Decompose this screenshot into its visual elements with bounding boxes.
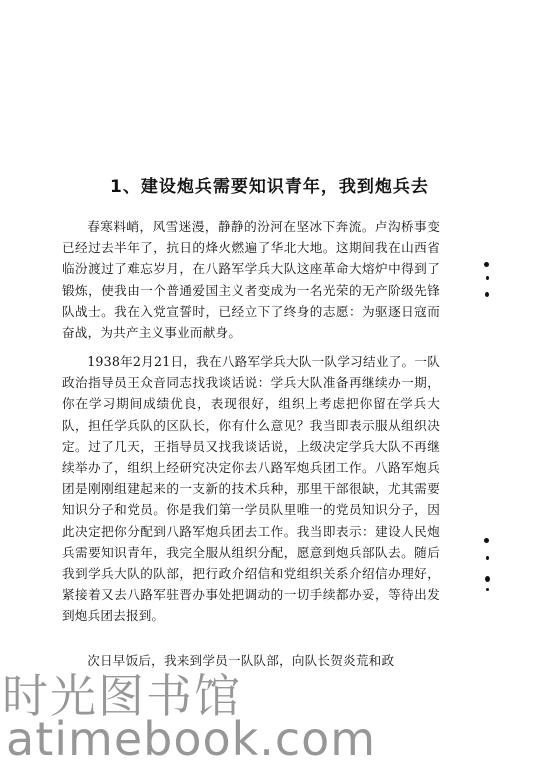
watermark-text: 时光图书馆 xyxy=(2,669,242,723)
scan-speck xyxy=(485,292,489,297)
paragraph-2: 1938年2月21日，我在八路军学兵大队一队学习结业了。一队政治指导员王众音同志找我谈话说：学兵大队准备再继续办一期，你在学习期间成绩优良，表现很好，组织上考虑把你留在学兵大队，担任学兵队的区队长，你有什么意见？我当即表示服从组织决定。过了几天，王指导员又找我谈话说，上级决定学兵大队不再继续举办了，组织上经研究决定你去八路军炮兵团工作。八路军炮兵团是刚刚组建起来的一支新的技术兵种，那里干部很缺，尤其需要知识分子和党员。你是我们第一学员队里唯一的党员知识分子，因此决定把你分配到八路军炮兵团去工作。我当即表示：建设人民炮兵需要知识青年，我完全服从组织分配，愿意到炮兵部队去。随后我到学兵大队的队部，把行政介绍信和党组织关系介绍信办理好，紧接着又去八路军驻晋办事处把调动的一切手续都办妥，等待出发到炮兵团去报到。 xyxy=(62,354,440,624)
scan-speck xyxy=(485,576,490,582)
scan-speck xyxy=(484,538,489,543)
scan-speck xyxy=(486,556,489,560)
watermark-url: atimebook.com xyxy=(6,712,377,766)
chapter-title: 1、建设炮兵需要知识青年，我到炮兵去 xyxy=(110,177,429,197)
paragraph-1: 春寒料峭，风雪迷漫，静静的汾河在坚冰下奔流。卢沟桥事变已经过去半年了，抗日的烽火燃遍了华北大地。这期间我在山西省临汾渡过了难忘岁月，在八路军学兵大队这座革命大熔炉中得到了锻炼，使我由一个普通爱国主义者变成为一名光荣的无产阶级先锋队战士。我在入党宣誓时，已经立下了终身的志愿：为驱逐日寇而奋战，为共产主义事业而献身。 xyxy=(62,219,440,341)
paragraph-3: 次日早饭后，我来到学员一队队部，向队长贺炎荒和政 xyxy=(87,653,395,668)
scan-speck xyxy=(486,276,489,280)
scan-speck xyxy=(486,588,489,591)
scan-speck xyxy=(484,262,489,267)
